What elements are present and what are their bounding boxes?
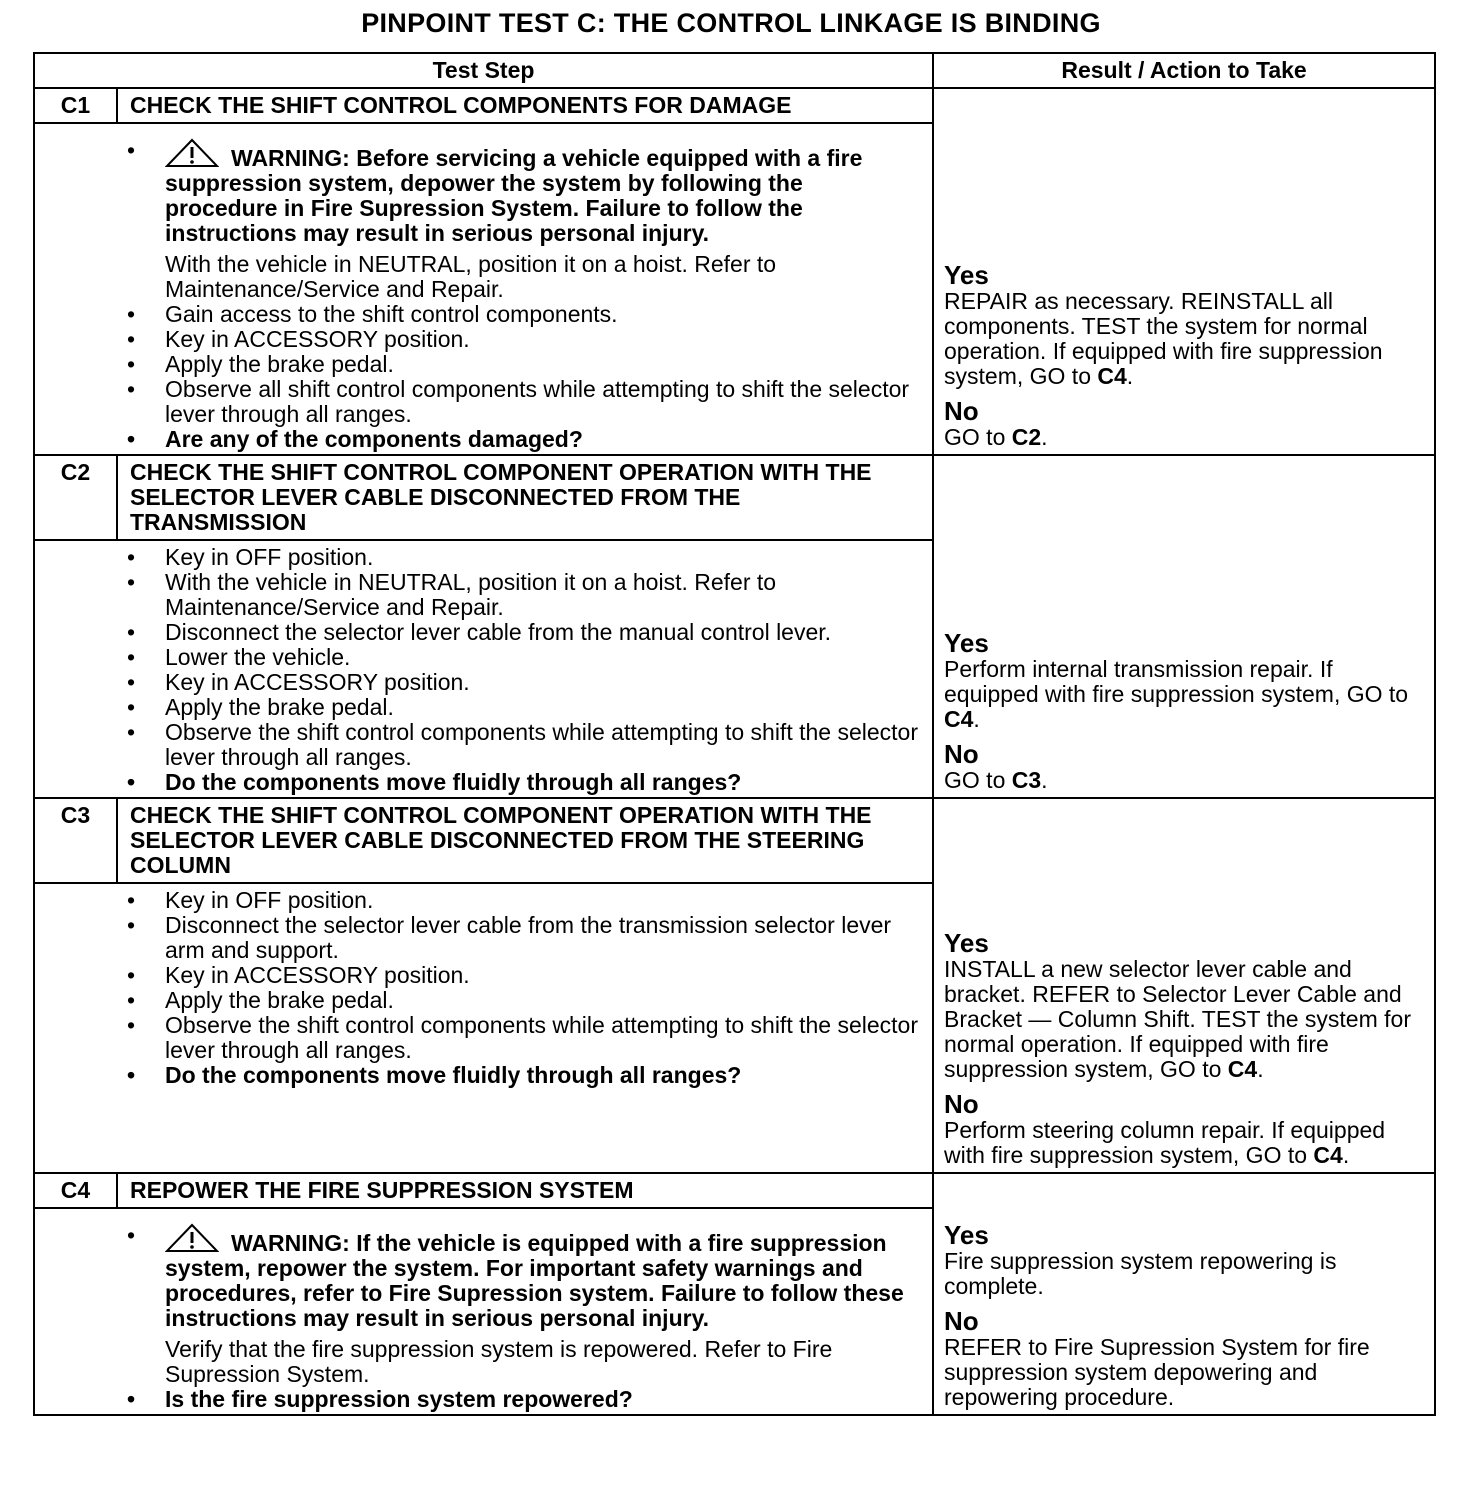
step-id-blank	[34, 1208, 117, 1415]
list-item: • Lower the vehicle.	[127, 644, 351, 670]
result-cell-c1	[933, 88, 1435, 455]
yes-label: Yes	[944, 260, 989, 290]
list-item: • Apply the brake pedal.	[127, 694, 394, 720]
yes-text: INSTALL a new selector lever cable and bracket. REFER to Selector Lever Cable and Bracket — Column Shift. TEST the system for normal operation. If equipped with fire suppression system, GO to C4.	[944, 956, 1411, 1082]
result-no	[944, 1307, 1424, 1410]
yes-text: Fire suppression system repowering is complete.	[944, 1248, 1337, 1299]
no-label: No	[944, 1089, 979, 1119]
list-item: • Observe all shift control components while attempting to shift the selector lever through all ranges.	[127, 376, 910, 427]
warning-triangle-icon	[165, 1223, 219, 1253]
question-item: • Is the fire suppression system repowered?	[127, 1386, 633, 1412]
list-item: • Apply the brake pedal.	[127, 987, 394, 1013]
result-yes	[944, 1221, 1424, 1299]
step-heading: CHECK THE SHIFT CONTROL COMPONENTS FOR DAMAGE	[117, 88, 933, 123]
step-id-blank	[34, 540, 117, 798]
list-item: • Key in ACCESSORY position.	[127, 962, 470, 988]
warning-note: Verify that the fire suppression system is repowered. Refer to Fire Supression System.	[165, 1336, 833, 1387]
table-header-row	[34, 53, 1435, 88]
warning-note: With the vehicle in NEUTRAL, position it on a hoist. Refer to Maintenance/Service and Repair.	[165, 251, 777, 302]
no-text: GO to C2.	[944, 424, 1048, 450]
step-heading: REPOWER THE FIRE SUPPRESSION SYSTEM	[117, 1173, 933, 1208]
step-id: C3	[34, 798, 117, 883]
step-id: C1	[34, 88, 117, 123]
result-cell-c4	[933, 1173, 1435, 1415]
warning-text: WARNING: If the vehicle is equipped with a fire suppression system, repower the system. For important safety warnings and procedures, refer to Fire Supression system. Failure to follow these instructions may result in serious personal injury.	[165, 1230, 904, 1331]
no-label: No	[944, 1306, 979, 1336]
result-yes	[944, 629, 1424, 732]
result-cell-c2	[933, 455, 1435, 798]
goto-ref: C4	[1097, 363, 1127, 389]
step-list	[117, 888, 918, 1088]
header-test-step: Test Step	[34, 53, 933, 88]
warning-item	[117, 138, 918, 302]
list-item: • Gain access to the shift control components.	[127, 301, 618, 327]
step-list	[117, 545, 918, 795]
result-yes	[944, 929, 1424, 1082]
result-no	[944, 397, 1424, 450]
list-item: • Observe the shift control components while attempting to shift the selector lever through all ranges.	[127, 1012, 918, 1063]
yes-label: Yes	[944, 928, 989, 958]
step-body	[117, 123, 933, 455]
question-item: • Are any of the components damaged?	[127, 426, 583, 452]
goto-ref: C4	[1313, 1142, 1343, 1168]
step-row-c2-heading	[34, 455, 1435, 540]
list-item: • Key in OFF position.	[127, 887, 374, 913]
goto-ref: C3	[1011, 767, 1042, 793]
header-result: Result / Action to Take	[933, 53, 1435, 88]
step-list	[117, 138, 918, 452]
step-heading: CHECK THE SHIFT CONTROL COMPONENT OPERATION WITH THE SELECTOR LEVER CABLE DISCONNECTED FROM THE TRANSMISSION	[117, 455, 933, 540]
no-text: GO to C3.	[944, 767, 1048, 793]
step-body	[117, 540, 933, 798]
no-label: No	[944, 396, 979, 426]
step-id: C4	[34, 1173, 117, 1208]
warning-text: WARNING: Before servicing a vehicle equipped with a fire suppression system, depower the system by following the procedure in Fire Supression System. Failure to follow the instructions may result in serious personal injury.	[165, 145, 862, 246]
list-item: • Apply the brake pedal.	[127, 351, 394, 377]
list-item: • Key in ACCESSORY position.	[127, 326, 470, 352]
list-item: • With the vehicle in NEUTRAL, position it on a hoist. Refer to Maintenance/Service and Repair.	[127, 569, 777, 620]
yes-label: Yes	[944, 1220, 989, 1250]
result-yes	[944, 261, 1424, 389]
list-item: • Disconnect the selector lever cable from the manual control lever.	[127, 619, 832, 645]
warning-triangle-icon	[165, 138, 219, 168]
result-cell-c3	[933, 798, 1435, 1173]
step-id-blank	[34, 883, 117, 1173]
step-heading: CHECK THE SHIFT CONTROL COMPONENT OPERATION WITH THE SELECTOR LEVER CABLE DISCONNECTED FROM THE STEERING COLUMN	[117, 798, 933, 883]
list-item: • Key in ACCESSORY position.	[127, 669, 470, 695]
result-no	[944, 1090, 1424, 1168]
warning-item	[117, 1223, 918, 1387]
question-item: • Do the components move fluidly through all ranges?	[127, 1062, 742, 1088]
yes-text: Perform internal transmission repair. If equipped with fire suppression system, GO to C4.	[944, 656, 1409, 732]
goto-ref: C4	[944, 706, 974, 732]
step-id-blank	[34, 123, 117, 455]
goto-ref: C2	[1011, 424, 1042, 450]
list-item: • Observe the shift control components while attempting to shift the selector lever through all ranges.	[127, 719, 918, 770]
yes-label: Yes	[944, 628, 989, 658]
no-text: REFER to Fire Supression System for fire suppression system depowering and repowering procedure.	[944, 1334, 1370, 1410]
bullet: •	[127, 1222, 136, 1248]
no-text: Perform steering column repair. If equipped with fire suppression system, GO to C4.	[944, 1117, 1386, 1168]
step-row-c4-heading	[34, 1173, 1435, 1208]
step-list	[117, 1223, 918, 1412]
result-no	[944, 740, 1424, 793]
goto-ref: C4	[1227, 1056, 1258, 1082]
step-body	[117, 1208, 933, 1415]
no-label: No	[944, 739, 979, 769]
list-item: • Key in OFF position.	[127, 544, 374, 570]
page-title: PINPOINT TEST C: THE CONTROL LINKAGE IS BINDING	[361, 8, 1101, 38]
list-item: • Disconnect the selector lever cable from the transmission selector lever arm and support.	[127, 912, 892, 963]
pinpoint-test-table	[33, 52, 1436, 1416]
question-item: • Do the components move fluidly through all ranges?	[127, 769, 742, 795]
yes-text: REPAIR as necessary. REINSTALL all components. TEST the system for normal operation. If equipped with fire suppression system, GO to C4.	[944, 288, 1383, 389]
step-row-c3-heading	[34, 798, 1435, 883]
step-row-c1-heading	[34, 88, 1435, 123]
step-id: C2	[34, 455, 117, 540]
step-body	[117, 883, 933, 1173]
bullet: •	[127, 137, 136, 163]
